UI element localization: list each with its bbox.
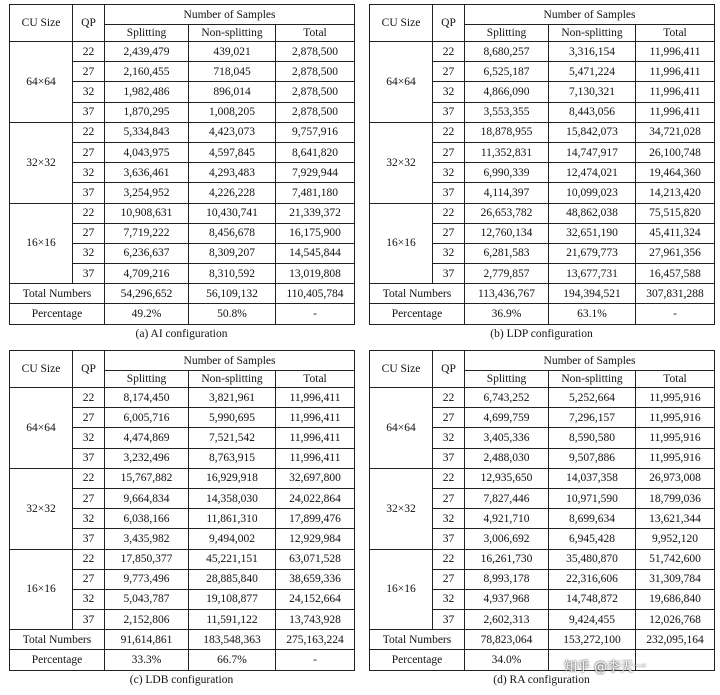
- cu-size-cell: 16×16: [370, 549, 433, 630]
- cu-size-cell: 32×32: [10, 122, 73, 203]
- table-caption: (b) LDP configuration: [490, 327, 593, 340]
- splitting-cell: 26,653,782: [465, 203, 549, 223]
- qp-cell: 32: [73, 509, 105, 529]
- splitting-cell: 9,664,834: [105, 488, 189, 508]
- header-non-splitting: Non-splitting: [549, 371, 636, 388]
- qp-cell: 32: [433, 509, 465, 529]
- splitting-cell: 9,773,496: [105, 569, 189, 589]
- total-total: 307,831,288: [636, 284, 715, 304]
- total-cell: 2,878,500: [276, 82, 355, 102]
- header-qp: QP: [73, 351, 105, 388]
- non-splitting-cell: 5,990,695: [189, 408, 276, 428]
- percentage-non-splitting: 63.1%: [549, 304, 636, 324]
- non-splitting-cell: 4,597,845: [189, 142, 276, 162]
- non-splitting-cell: 11,861,310: [189, 509, 276, 529]
- percentage-label: Percentage: [10, 650, 105, 670]
- total-cell: 16,175,900: [276, 223, 355, 243]
- percentage-label: Percentage: [370, 650, 465, 670]
- qp-cell: 22: [433, 549, 465, 569]
- header-cu-size: CU Size: [10, 5, 73, 42]
- non-splitting-cell: 45,221,151: [189, 549, 276, 569]
- total-cell: 11,996,411: [636, 62, 715, 82]
- qp-cell: 32: [73, 163, 105, 183]
- splitting-cell: 2,160,455: [105, 62, 189, 82]
- splitting-cell: 8,993,178: [465, 569, 549, 589]
- total-numbers-row: [370, 630, 715, 650]
- qp-cell: 27: [73, 569, 105, 589]
- splitting-cell: 7,827,446: [465, 488, 549, 508]
- header-qp: QP: [433, 351, 465, 388]
- qp-cell: 27: [433, 142, 465, 162]
- splitting-cell: 6,743,252: [465, 388, 549, 408]
- splitting-cell: 3,254,952: [105, 183, 189, 203]
- non-splitting-cell: 9,507,886: [549, 448, 636, 468]
- header-splitting: Splitting: [105, 371, 189, 388]
- splitting-cell: 4,043,975: [105, 142, 189, 162]
- total-non-splitting: 194,394,521: [549, 284, 636, 304]
- non-splitting-cell: 8,310,592: [189, 264, 276, 284]
- splitting-cell: 10,908,631: [105, 203, 189, 223]
- total-numbers-row: [370, 284, 715, 304]
- total-cell: 16,457,588: [636, 264, 715, 284]
- qp-cell: 32: [73, 243, 105, 263]
- total-non-splitting: 183,548,363: [189, 630, 276, 650]
- non-splitting-cell: 15,842,073: [549, 122, 636, 142]
- total-splitting: 78,823,064: [465, 630, 549, 650]
- panel-ldb: [9, 350, 354, 686]
- samples-table: [369, 4, 715, 325]
- cu-size-cell: 16×16: [10, 549, 73, 630]
- percentage-non-splitting: 66.7%: [189, 650, 276, 670]
- qp-cell: 22: [433, 388, 465, 408]
- non-splitting-cell: 10,430,741: [189, 203, 276, 223]
- samples-table: [369, 350, 715, 671]
- non-splitting-cell: 8,699,634: [549, 509, 636, 529]
- non-splitting-cell: 3,821,961: [189, 388, 276, 408]
- non-splitting-cell: 4,293,483: [189, 163, 276, 183]
- non-splitting-cell: 5,471,224: [549, 62, 636, 82]
- header-non-splitting: Non-splitting: [189, 25, 276, 42]
- header-total: Total: [276, 25, 355, 42]
- qp-cell: 22: [433, 42, 465, 62]
- non-splitting-cell: 3,316,154: [549, 42, 636, 62]
- total-cell: 27,961,356: [636, 243, 715, 263]
- total-splitting: 113,436,767: [465, 284, 549, 304]
- splitting-cell: 12,935,650: [465, 468, 549, 488]
- non-splitting-cell: 32,651,190: [549, 223, 636, 243]
- qp-cell: 37: [433, 448, 465, 468]
- cu-size-cell: 16×16: [370, 203, 433, 284]
- total-cell: 63,071,528: [276, 549, 355, 569]
- percentage-total: -: [636, 304, 715, 324]
- qp-cell: 32: [73, 82, 105, 102]
- total-cell: 26,973,008: [636, 468, 715, 488]
- total-cell: 2,878,500: [276, 62, 355, 82]
- table-row: [10, 203, 355, 223]
- table-caption: (d) RA configuration: [493, 673, 590, 686]
- splitting-cell: 4,474,869: [105, 428, 189, 448]
- header-cu-size: CU Size: [370, 351, 433, 388]
- qp-cell: 22: [73, 388, 105, 408]
- qp-cell: 32: [73, 589, 105, 609]
- splitting-cell: 3,636,461: [105, 163, 189, 183]
- qp-cell: 37: [73, 448, 105, 468]
- non-splitting-cell: 4,226,228: [189, 183, 276, 203]
- qp-cell: 32: [433, 243, 465, 263]
- non-splitting-cell: 35,480,870: [549, 549, 636, 569]
- percentage-total: -: [276, 304, 355, 324]
- cu-size-cell: 64×64: [10, 388, 73, 469]
- header-qp: QP: [433, 5, 465, 42]
- non-splitting-cell: 8,443,056: [549, 102, 636, 122]
- qp-cell: 22: [73, 468, 105, 488]
- total-cell: 11,995,916: [636, 408, 715, 428]
- qp-cell: 27: [433, 569, 465, 589]
- header-number-of-samples: Number of Samples: [465, 351, 715, 371]
- table-caption: (a) AI configuration: [135, 327, 228, 340]
- percentage-splitting: 36.9%: [465, 304, 549, 324]
- non-splitting-cell: 8,456,678: [189, 223, 276, 243]
- cu-size-cell: 32×32: [370, 122, 433, 203]
- total-cell: 21,339,372: [276, 203, 355, 223]
- qp-cell: 27: [433, 62, 465, 82]
- total-cell: 9,952,120: [636, 529, 715, 549]
- total-cell: 51,742,600: [636, 549, 715, 569]
- total-cell: 17,899,476: [276, 509, 355, 529]
- total-cell: 11,996,411: [276, 428, 355, 448]
- percentage-splitting: 49.2%: [105, 304, 189, 324]
- non-splitting-cell: 439,021: [189, 42, 276, 62]
- total-cell: 75,515,820: [636, 203, 715, 223]
- header-number-of-samples: Number of Samples: [105, 351, 355, 371]
- header-non-splitting: Non-splitting: [189, 371, 276, 388]
- total-cell: 11,996,411: [276, 408, 355, 428]
- non-splitting-cell: 14,358,030: [189, 488, 276, 508]
- cu-size-cell: 64×64: [370, 42, 433, 123]
- panel-ra: [369, 350, 714, 686]
- splitting-cell: 6,990,339: [465, 163, 549, 183]
- splitting-cell: 6,005,716: [105, 408, 189, 428]
- total-cell: 2,878,500: [276, 42, 355, 62]
- non-splitting-cell: 8,590,580: [549, 428, 636, 448]
- total-non-splitting: 153,272,100: [549, 630, 636, 650]
- table-row: [370, 388, 715, 408]
- splitting-cell: 3,006,692: [465, 529, 549, 549]
- percentage-splitting: 33.3%: [105, 650, 189, 670]
- non-splitting-cell: 4,423,073: [189, 122, 276, 142]
- header-qp: QP: [73, 5, 105, 42]
- splitting-cell: 1,982,486: [105, 82, 189, 102]
- total-cell: 2,878,500: [276, 102, 355, 122]
- total-cell: 14,545,844: [276, 243, 355, 263]
- total-cell: 11,996,411: [636, 42, 715, 62]
- qp-cell: 27: [73, 62, 105, 82]
- header-number-of-samples: Number of Samples: [465, 5, 715, 25]
- total-cell: 12,026,768: [636, 610, 715, 630]
- cu-size-cell: 64×64: [10, 42, 73, 123]
- splitting-cell: 3,553,355: [465, 102, 549, 122]
- splitting-cell: 6,525,187: [465, 62, 549, 82]
- total-numbers-label: Total Numbers: [10, 284, 105, 304]
- non-splitting-cell: 718,045: [189, 62, 276, 82]
- percentage-non-splitting: 50.8%: [189, 304, 276, 324]
- non-splitting-cell: 7,521,542: [189, 428, 276, 448]
- total-cell: 32,697,800: [276, 468, 355, 488]
- percentage-splitting: 34.0%: [465, 650, 549, 670]
- splitting-cell: 15,767,882: [105, 468, 189, 488]
- qp-cell: 37: [73, 529, 105, 549]
- qp-cell: 32: [73, 428, 105, 448]
- non-splitting-cell: 16,929,918: [189, 468, 276, 488]
- splitting-cell: 11,352,831: [465, 142, 549, 162]
- header-cu-size: CU Size: [10, 351, 73, 388]
- qp-cell: 22: [433, 468, 465, 488]
- cu-size-cell: 32×32: [370, 468, 433, 549]
- header-total: Total: [636, 371, 715, 388]
- percentage-row: [10, 304, 355, 324]
- splitting-cell: 3,232,496: [105, 448, 189, 468]
- total-cell: 14,213,420: [636, 183, 715, 203]
- total-cell: 11,996,411: [636, 102, 715, 122]
- total-cell: 13,743,928: [276, 610, 355, 630]
- qp-cell: 22: [73, 122, 105, 142]
- panel-ai: [9, 4, 354, 340]
- non-splitting-cell: 28,885,840: [189, 569, 276, 589]
- splitting-cell: 17,850,377: [105, 549, 189, 569]
- splitting-cell: 3,435,982: [105, 529, 189, 549]
- total-cell: 12,929,984: [276, 529, 355, 549]
- non-splitting-cell: 10,971,590: [549, 488, 636, 508]
- qp-cell: 37: [433, 529, 465, 549]
- table-row: [370, 42, 715, 62]
- percentage-total: [636, 650, 715, 670]
- splitting-cell: 6,038,166: [105, 509, 189, 529]
- total-numbers-row: [10, 630, 355, 650]
- percentage-label: Percentage: [10, 304, 105, 324]
- non-splitting-cell: 896,014: [189, 82, 276, 102]
- header-cu-size: CU Size: [370, 5, 433, 42]
- total-cell: 11,996,411: [276, 388, 355, 408]
- header-number-of-samples: Number of Samples: [105, 5, 355, 25]
- splitting-cell: 6,236,637: [105, 243, 189, 263]
- qp-cell: 37: [433, 183, 465, 203]
- total-cell: 18,799,036: [636, 488, 715, 508]
- non-splitting-cell: 14,037,358: [549, 468, 636, 488]
- splitting-cell: 12,760,134: [465, 223, 549, 243]
- qp-cell: 27: [433, 223, 465, 243]
- percentage-row: [370, 650, 715, 670]
- qp-cell: 37: [73, 183, 105, 203]
- qp-cell: 37: [73, 610, 105, 630]
- table-row: [370, 549, 715, 569]
- header-splitting: Splitting: [465, 25, 549, 42]
- total-cell: 11,995,916: [636, 428, 715, 448]
- qp-cell: 27: [73, 488, 105, 508]
- total-cell: 34,721,028: [636, 122, 715, 142]
- non-splitting-cell: 9,424,455: [549, 610, 636, 630]
- qp-cell: 27: [73, 223, 105, 243]
- non-splitting-cell: 13,677,731: [549, 264, 636, 284]
- non-splitting-cell: 1,008,205: [189, 102, 276, 122]
- non-splitting-cell: 5,252,664: [549, 388, 636, 408]
- qp-cell: 32: [433, 82, 465, 102]
- percentage-total: -: [276, 650, 355, 670]
- splitting-cell: 1,870,295: [105, 102, 189, 122]
- non-splitting-cell: 9,494,002: [189, 529, 276, 549]
- watermark: 知乎 @李天一: [564, 660, 647, 675]
- total-numbers-label: Total Numbers: [370, 284, 465, 304]
- total-cell: 8,641,820: [276, 142, 355, 162]
- non-splitting-cell: 6,945,428: [549, 529, 636, 549]
- qp-cell: 37: [73, 264, 105, 284]
- table-row: [10, 42, 355, 62]
- samples-table: [9, 4, 355, 325]
- non-splitting-cell: 7,130,321: [549, 82, 636, 102]
- table-row: [10, 122, 355, 142]
- splitting-cell: 8,680,257: [465, 42, 549, 62]
- percentage-row: [10, 650, 355, 670]
- total-total: 232,095,164: [636, 630, 715, 650]
- non-splitting-cell: 19,108,877: [189, 589, 276, 609]
- splitting-cell: 4,114,397: [465, 183, 549, 203]
- total-numbers-label: Total Numbers: [10, 630, 105, 650]
- splitting-cell: 2,602,313: [465, 610, 549, 630]
- splitting-cell: 5,043,787: [105, 589, 189, 609]
- qp-cell: 32: [433, 428, 465, 448]
- percentage-row: [370, 304, 715, 324]
- cu-size-cell: 64×64: [370, 388, 433, 469]
- samples-table: [9, 350, 355, 671]
- table-caption: (c) LDB configuration: [129, 673, 234, 686]
- total-cell: 26,100,748: [636, 142, 715, 162]
- header-non-splitting: Non-splitting: [549, 25, 636, 42]
- non-splitting-cell: 21,679,773: [549, 243, 636, 263]
- non-splitting-cell: 10,099,023: [549, 183, 636, 203]
- non-splitting-cell: 48,862,038: [549, 203, 636, 223]
- header-splitting: Splitting: [465, 371, 549, 388]
- total-cell: 7,481,180: [276, 183, 355, 203]
- total-numbers-row: [10, 284, 355, 304]
- total-splitting: 54,296,652: [105, 284, 189, 304]
- header-splitting: Splitting: [105, 25, 189, 42]
- qp-cell: 37: [433, 264, 465, 284]
- table-row: [370, 122, 715, 142]
- splitting-cell: 4,866,090: [465, 82, 549, 102]
- splitting-cell: 6,281,583: [465, 243, 549, 263]
- splitting-cell: 4,937,968: [465, 589, 549, 609]
- qp-cell: 37: [73, 102, 105, 122]
- percentage-label: Percentage: [370, 304, 465, 324]
- splitting-cell: 2,488,030: [465, 448, 549, 468]
- qp-cell: 22: [73, 549, 105, 569]
- non-splitting-cell: 11,591,122: [189, 610, 276, 630]
- table-row: [10, 468, 355, 488]
- total-cell: 11,996,411: [636, 82, 715, 102]
- table-row: [370, 203, 715, 223]
- non-splitting-cell: 12,474,021: [549, 163, 636, 183]
- total-cell: 24,022,864: [276, 488, 355, 508]
- table-row: [10, 549, 355, 569]
- total-cell: 13,621,344: [636, 509, 715, 529]
- non-splitting-cell: 14,747,917: [549, 142, 636, 162]
- qp-cell: 32: [433, 163, 465, 183]
- total-non-splitting: 56,109,132: [189, 284, 276, 304]
- total-cell: 31,309,784: [636, 569, 715, 589]
- splitting-cell: 4,709,216: [105, 264, 189, 284]
- non-splitting-cell: 22,316,606: [549, 569, 636, 589]
- total-cell: 11,995,916: [636, 388, 715, 408]
- qp-cell: 22: [73, 42, 105, 62]
- qp-cell: 27: [73, 142, 105, 162]
- qp-cell: 22: [433, 203, 465, 223]
- splitting-cell: 2,152,806: [105, 610, 189, 630]
- total-total: 275,163,224: [276, 630, 355, 650]
- total-cell: 24,152,664: [276, 589, 355, 609]
- splitting-cell: 4,699,759: [465, 408, 549, 428]
- total-cell: 45,411,324: [636, 223, 715, 243]
- table-row: [370, 468, 715, 488]
- qp-cell: 32: [433, 589, 465, 609]
- total-cell: 13,019,808: [276, 264, 355, 284]
- splitting-cell: 2,439,479: [105, 42, 189, 62]
- splitting-cell: 5,334,843: [105, 122, 189, 142]
- splitting-cell: 4,921,710: [465, 509, 549, 529]
- non-splitting-cell: 8,309,207: [189, 243, 276, 263]
- qp-cell: 27: [433, 488, 465, 508]
- total-splitting: 91,614,861: [105, 630, 189, 650]
- non-splitting-cell: 7,296,157: [549, 408, 636, 428]
- splitting-cell: 18,878,955: [465, 122, 549, 142]
- splitting-cell: 3,405,336: [465, 428, 549, 448]
- cu-size-cell: 16×16: [10, 203, 73, 284]
- splitting-cell: 2,779,857: [465, 264, 549, 284]
- total-cell: 19,686,840: [636, 589, 715, 609]
- cu-size-cell: 32×32: [10, 468, 73, 549]
- total-cell: 38,659,336: [276, 569, 355, 589]
- qp-cell: 37: [433, 610, 465, 630]
- qp-cell: 37: [433, 102, 465, 122]
- qp-cell: 22: [433, 122, 465, 142]
- splitting-cell: 8,174,450: [105, 388, 189, 408]
- total-total: 110,405,784: [276, 284, 355, 304]
- non-splitting-cell: 8,763,915: [189, 448, 276, 468]
- qp-cell: 27: [433, 408, 465, 428]
- splitting-cell: 16,261,730: [465, 549, 549, 569]
- total-cell: 11,996,411: [276, 448, 355, 468]
- splitting-cell: 7,719,222: [105, 223, 189, 243]
- total-cell: 11,995,916: [636, 448, 715, 468]
- qp-cell: 27: [73, 408, 105, 428]
- total-cell: 7,929,944: [276, 163, 355, 183]
- header-total: Total: [636, 25, 715, 42]
- total-numbers-label: Total Numbers: [370, 630, 465, 650]
- panel-ldp: [369, 4, 714, 340]
- total-cell: 19,464,360: [636, 163, 715, 183]
- total-cell: 9,757,916: [276, 122, 355, 142]
- header-total: Total: [276, 371, 355, 388]
- qp-cell: 22: [73, 203, 105, 223]
- table-row: [10, 388, 355, 408]
- non-splitting-cell: 14,748,872: [549, 589, 636, 609]
